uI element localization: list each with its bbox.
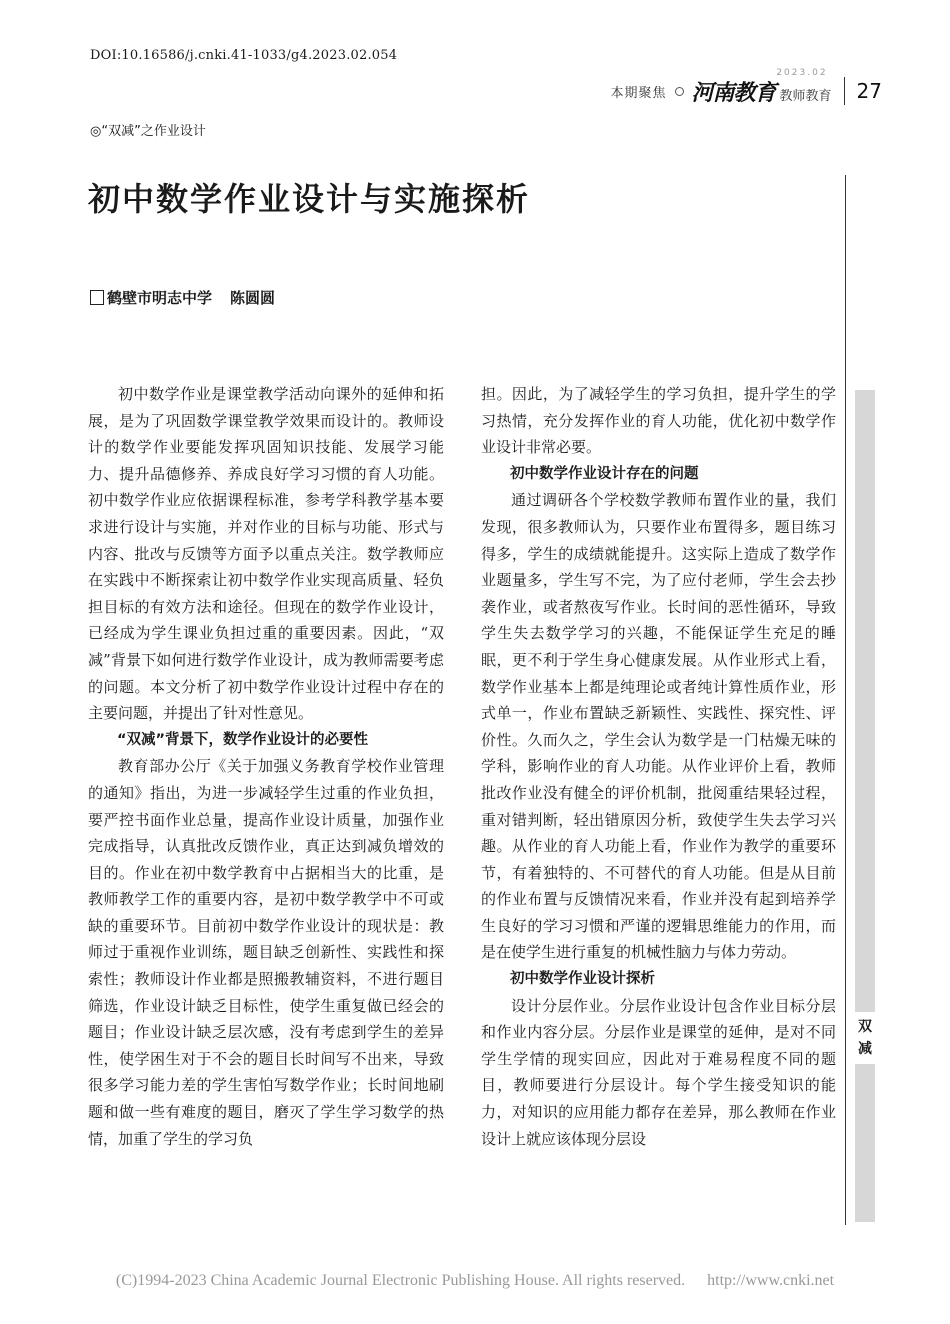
topic-label: ◎“双减”之作业设计 bbox=[90, 124, 206, 139]
section-heading: 初中数学作业设计探析 bbox=[510, 971, 655, 988]
journal-logo: 河南教育 bbox=[691, 79, 776, 106]
vertical-rule bbox=[845, 175, 846, 1225]
author-name: 陈圆圆 bbox=[230, 289, 276, 307]
author-school: 鹤壁市明志中学 bbox=[107, 289, 213, 307]
article-title: 初中数学作业设计与实施探析 bbox=[88, 180, 531, 218]
square-icon bbox=[90, 290, 104, 305]
paragraph-continued: 担。因此，为了减轻学生的学习负担，提升学生的学习热情，充分发挥作业的育人功能，优化初中数学作业设计非常必要。 bbox=[481, 385, 836, 457]
running-header bbox=[610, 67, 883, 106]
paragraph: 设计分层作业。分层作业设计包含作业目标分层和作业内容分层。分层作业是课堂的延伸，是对不同学生学情的现实回应，因此对于难易程度不同的题目，教师要进行分层设计。每个学生接受知识的能力，对知识的应用能力都存在差异，那么教师在作业设计上就应该体现分层设 bbox=[481, 996, 836, 1148]
right-column bbox=[481, 381, 836, 1152]
bullet-dot-icon bbox=[675, 87, 684, 96]
paragraph: 教育部办公厅《关于加强义务教育学校作业管理的通知》指出，为进一步减轻学生过重的作业负担，要严控书面作业总量，提高作业设计质量，加强作业完成指导，认真批改反馈作业，真正达到减负增效的目的。作业在初中数学教育中占据相当大的比重，是教师教学工作的重要内容，是初中数学教学中不可或缺的重要环节。目前初中数学作业设计的现状是：教师过于重视作业训练，题目缺乏创新性、实践性和探索性；教师设计作业都是照搬教辅资料，不进行题目筛选，作业设计缺乏目标性，使学生重复做已经会的题目；作业设计缺乏层次感，没有考虑到学生的差异性，使学困生对于不会的题目长时间写不出来，导致很多学习能力差的学生害怕写数学作业；长时间地刷题和做一些有难度的题目，磨灭了学生学习数学的热情，加重了学生的学习负 bbox=[88, 757, 444, 1148]
copyright-text: (C)1994-2023 China Academic Journal Electronic Publishing House. All rights reserved. bbox=[115, 1272, 686, 1289]
journal-edition: 教师教育 bbox=[779, 88, 832, 104]
issue-year: 2023.02 bbox=[776, 67, 828, 78]
copyright-footer bbox=[0, 1272, 950, 1290]
paragraph: 通过调研各个学校数学教师布置作业的量，我们发现，很多教师认为，只要作业布置得多，题目练习得多，学生的成绩就能提升。这实际上造成了数学作业题量多，学生写不完，为了应付老师，学生会去抄袭作业，或者熬夜写作业。长时间的恶性循环，导致学生失去数学学习的兴趣，不能保证学生充足的睡眠，更不利于学生身心健康发展。从作业形式上看，数学作业基本上都是纯理论或者纯计算性质作业，形式单一，作业布置缺乏新颖性、实践性、探究性、评价性。久而久之，学生会认为数学是一门枯燥无味的学科，影响作业的育人功能。从作业评价上看，教师批改作业没有健全的评价机制，批阅重结果轻过程，重对错判断，轻出错原因分析，致使学生失去学习兴趣。从作业的育人功能上看，作业作为教学的重要环节，有着独特的、不可替代的育人功能。但是从目前的作业布置与反馈情况来看，作业并没有起到培养学生良好的学习习惯和严谨的逻辑思维能力的作用，而是在使学生进行重复的机械性脑力与体力劳动。 bbox=[481, 491, 836, 962]
side-band bbox=[855, 390, 875, 1222]
paragraph: 初中数学作业是课堂教学活动向课外的延伸和拓展，是为了巩固数学课堂教学效果而设计的。教师设计的数学作业要能发挥巩固知识技能、发展学习能力、提升品德修养、养成良好学习习惯的育人功能。初中数学作业应依据课程标准，参考学科教学基本要求进行设计与实施，并对作业的目标与功能、形式与内容、批改与反馈等方面予以重点关注。数学教师应在实践中不断探索让初中数学作业实现高质量、轻负担目标的有效方法和途径。但现在的数学作业设计，已经成为学生课业负担过重的重要因素。因此，“双减”背景下如何进行数学作业设计，成为教师需要考虑的问题。本文分析了初中数学作业设计过程中存在的主要问题，并提出了针对性意见。 bbox=[88, 385, 444, 723]
section-label: 本期聚焦 bbox=[610, 85, 667, 101]
section-heading: “双减”背景下，数学作业设计的必要性 bbox=[117, 731, 369, 748]
side-tab-text: 双减 bbox=[858, 1019, 872, 1057]
page-number: 27 bbox=[856, 79, 882, 103]
journal-brand bbox=[691, 67, 832, 107]
side-tab-label bbox=[853, 1012, 877, 1064]
footer-url: http://www.cnki.net bbox=[707, 1272, 835, 1289]
section-heading: 初中数学作业设计存在的问题 bbox=[510, 465, 699, 482]
author-line bbox=[90, 287, 275, 308]
doi-line: DOI:10.16586/j.cnki.41-1033/g4.2023.02.054 bbox=[90, 48, 398, 63]
header-divider bbox=[844, 77, 845, 105]
left-column bbox=[88, 381, 444, 1152]
